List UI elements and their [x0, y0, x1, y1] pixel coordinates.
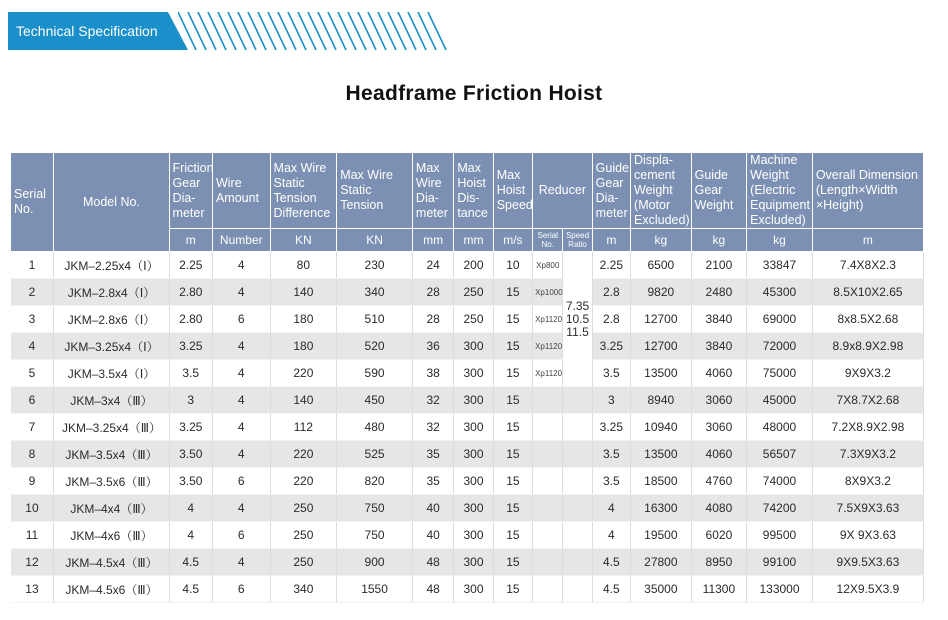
cell-wire-amount: 6	[212, 576, 270, 603]
cell-machine-weight: 45000	[747, 387, 813, 414]
cell-model: JKM–3.5x4（Ⅰ）	[54, 360, 169, 387]
cell-wire-dia: 35	[412, 441, 453, 468]
cell-reducer-serial	[533, 441, 563, 468]
cell-guide-gear-dia: 2.25	[592, 252, 630, 279]
table-row	[11, 414, 924, 441]
cell-model: JKM–4x4（Ⅲ）	[54, 495, 169, 522]
cell-overall: 8x8.5X2.68	[812, 306, 923, 333]
cell-hoist-speed: 10	[493, 252, 532, 279]
col-max-hoist-dist: Max Hoist Dis- tance	[454, 153, 493, 229]
cell-max-static: 750	[337, 522, 413, 549]
cell-hoist-dist: 300	[454, 522, 493, 549]
cell-friction-gear: 2.80	[169, 279, 212, 306]
cell-reducer-serial: Xp1000	[533, 279, 563, 306]
table-row	[11, 333, 924, 360]
cell-wire-amount: 6	[212, 306, 270, 333]
cell-machine-weight: 45300	[747, 279, 813, 306]
speed-ratio-value: 10.5	[565, 311, 590, 326]
cell-model: JKM–4.5x6（Ⅲ）	[54, 576, 169, 603]
cell-machine-weight: 99100	[747, 549, 813, 576]
cell-overall: 9X9X3.2	[812, 360, 923, 387]
cell-guide-gear-dia: 4.5	[592, 576, 630, 603]
cell-hoist-dist: 300	[454, 333, 493, 360]
cell-model: JKM–3.25x4（Ⅲ）	[54, 414, 169, 441]
cell-speed-ratio-empty	[563, 495, 592, 522]
cell-speed-ratio-empty	[563, 468, 592, 495]
cell-guide-gear-weight: 3060	[691, 387, 747, 414]
cell-friction-gear: 2.80	[169, 306, 212, 333]
cell-speed-ratio	[563, 252, 592, 387]
table-row	[11, 306, 924, 333]
cell-overall: 7.4X8X2.3	[812, 252, 923, 279]
cell-model: JKM–3.5x4（Ⅲ）	[54, 441, 169, 468]
cell-wire-amount: 4	[212, 441, 270, 468]
cell-displacement: 6500	[631, 252, 692, 279]
cell-max-diff: 220	[270, 468, 337, 495]
header-row	[11, 153, 924, 229]
banner-label: Technical Specification	[16, 23, 158, 39]
col-serial: Serial No.	[11, 153, 54, 252]
cell-guide-gear-weight: 6020	[691, 522, 747, 549]
cell-wire-dia: 24	[412, 252, 453, 279]
cell-serial: 10	[11, 495, 54, 522]
cell-max-static: 340	[337, 279, 413, 306]
cell-serial: 2	[11, 279, 54, 306]
cell-hoist-speed: 15	[493, 279, 532, 306]
unit-max-diff: KN	[270, 229, 337, 252]
cell-overall: 8.5X10X2.65	[812, 279, 923, 306]
cell-reducer-serial	[533, 495, 563, 522]
cell-friction-gear: 4	[169, 495, 212, 522]
cell-hoist-dist: 300	[454, 576, 493, 603]
cell-serial: 13	[11, 576, 54, 603]
cell-speed-ratio-empty	[563, 549, 592, 576]
cell-wire-dia: 48	[412, 549, 453, 576]
col-friction-gear: Friction Gear Dia- meter	[169, 153, 212, 229]
cell-guide-gear-weight: 4080	[691, 495, 747, 522]
cell-guide-gear-weight: 2100	[691, 252, 747, 279]
speed-ratio-value: 7.35	[565, 298, 590, 313]
banner-stripes	[178, 12, 458, 50]
cell-wire-dia: 28	[412, 279, 453, 306]
cell-hoist-dist: 250	[454, 306, 493, 333]
cell-overall: 12X9.5X3.9	[812, 576, 923, 603]
cell-max-static: 750	[337, 495, 413, 522]
cell-hoist-speed: 15	[493, 414, 532, 441]
cell-wire-amount: 6	[212, 468, 270, 495]
cell-hoist-dist: 200	[454, 252, 493, 279]
cell-reducer-serial: Xp1120	[533, 306, 563, 333]
page-title: Headframe Friction Hoist	[345, 82, 603, 105]
cell-displacement: 9820	[631, 279, 692, 306]
cell-reducer-serial	[533, 468, 563, 495]
unit-reducer-serial: Serial No.	[533, 229, 563, 252]
table-row	[11, 522, 924, 549]
table-row	[11, 441, 924, 468]
cell-wire-dia: 35	[412, 468, 453, 495]
speed-ratio-value: 11.5	[566, 324, 589, 339]
col-wire-amount: Wire Amount	[212, 153, 270, 229]
col-max-diff: Max Wire Static Tension Difference	[270, 153, 337, 229]
cell-serial: 7	[11, 414, 54, 441]
cell-reducer-serial: Xp1120	[533, 360, 563, 387]
table-row	[11, 495, 924, 522]
cell-wire-dia: 38	[412, 360, 453, 387]
cell-hoist-speed: 15	[493, 549, 532, 576]
table-row	[11, 387, 924, 414]
cell-machine-weight: 133000	[747, 576, 813, 603]
cell-model: JKM–2.8x4（Ⅰ）	[54, 279, 169, 306]
cell-max-static: 1550	[337, 576, 413, 603]
cell-serial: 1	[11, 252, 54, 279]
cell-speed-ratio-empty	[563, 441, 592, 468]
cell-hoist-dist: 300	[454, 495, 493, 522]
cell-hoist-speed: 15	[493, 333, 532, 360]
cell-model: JKM–4x6（Ⅲ）	[54, 522, 169, 549]
cell-machine-weight: 48000	[747, 414, 813, 441]
cell-max-diff: 180	[270, 306, 337, 333]
cell-machine-weight: 74200	[747, 495, 813, 522]
cell-displacement: 13500	[631, 360, 692, 387]
cell-overall: 7.5X9X3.63	[812, 495, 923, 522]
table-row	[11, 468, 924, 495]
cell-hoist-dist: 300	[454, 414, 493, 441]
cell-max-static: 480	[337, 414, 413, 441]
cell-wire-dia: 48	[412, 576, 453, 603]
cell-guide-gear-weight: 3840	[691, 333, 747, 360]
unit-guide-gear-weight: kg	[691, 229, 747, 252]
cell-reducer-serial	[533, 549, 563, 576]
cell-hoist-speed: 15	[493, 576, 532, 603]
cell-overall: 7.2X8.9X2.98	[812, 414, 923, 441]
col-reducer: Reducer	[533, 153, 593, 229]
cell-max-static: 525	[337, 441, 413, 468]
cell-guide-gear-dia: 4	[592, 495, 630, 522]
cell-machine-weight: 72000	[747, 333, 813, 360]
cell-reducer-serial: Xp1120	[533, 333, 563, 360]
cell-speed-ratio-empty	[563, 576, 592, 603]
cell-machine-weight: 99500	[747, 522, 813, 549]
cell-displacement: 10940	[631, 414, 692, 441]
unit-overall: m	[812, 229, 923, 252]
cell-serial: 5	[11, 360, 54, 387]
cell-hoist-speed: 15	[493, 306, 532, 333]
unit-friction-gear: m	[169, 229, 212, 252]
cell-max-static: 520	[337, 333, 413, 360]
cell-guide-gear-dia: 2.8	[592, 306, 630, 333]
cell-guide-gear-weight: 4760	[691, 468, 747, 495]
cell-model: JKM–2.25x4（Ⅰ）	[54, 252, 169, 279]
cell-displacement: 19500	[631, 522, 692, 549]
cell-overall: 9X 9X3.63	[812, 522, 923, 549]
cell-serial: 4	[11, 333, 54, 360]
cell-wire-amount: 4	[212, 387, 270, 414]
cell-serial: 12	[11, 549, 54, 576]
cell-model: JKM–4.5x4（Ⅲ）	[54, 549, 169, 576]
cell-overall: 7X8.7X2.68	[812, 387, 923, 414]
cell-max-diff: 250	[270, 495, 337, 522]
cell-model: JKM–3x4（Ⅲ）	[54, 387, 169, 414]
cell-speed-ratio-empty	[563, 522, 592, 549]
cell-wire-dia: 28	[412, 306, 453, 333]
cell-guide-gear-dia: 3.25	[592, 333, 630, 360]
cell-guide-gear-dia: 3.5	[592, 468, 630, 495]
cell-max-diff: 80	[270, 252, 337, 279]
cell-reducer-serial	[533, 387, 563, 414]
section-banner	[8, 12, 188, 50]
cell-hoist-speed: 15	[493, 495, 532, 522]
cell-model: JKM–3.5x6（Ⅲ）	[54, 468, 169, 495]
cell-guide-gear-dia: 4	[592, 522, 630, 549]
cell-overall: 8X9X3.2	[812, 468, 923, 495]
cell-wire-amount: 4	[212, 360, 270, 387]
cell-wire-amount: 4	[212, 414, 270, 441]
cell-speed-ratio-empty	[563, 414, 592, 441]
cell-friction-gear: 3.25	[169, 414, 212, 441]
cell-speed-ratio-empty	[563, 387, 592, 414]
cell-hoist-speed: 15	[493, 360, 532, 387]
cell-serial: 3	[11, 306, 54, 333]
cell-max-static: 900	[337, 549, 413, 576]
cell-displacement: 13500	[631, 441, 692, 468]
cell-max-static: 820	[337, 468, 413, 495]
cell-friction-gear: 3	[169, 387, 212, 414]
col-max-static: Max Wire Static Tension	[337, 153, 413, 229]
cell-displacement: 27800	[631, 549, 692, 576]
cell-guide-gear-dia: 3.5	[592, 360, 630, 387]
cell-friction-gear: 4	[169, 522, 212, 549]
unit-reducer-ratio: Speed Ratio	[563, 229, 592, 252]
cell-hoist-dist: 300	[454, 360, 493, 387]
cell-displacement: 35000	[631, 576, 692, 603]
cell-guide-gear-weight: 4060	[691, 360, 747, 387]
cell-max-diff: 112	[270, 414, 337, 441]
cell-serial: 9	[11, 468, 54, 495]
cell-reducer-serial	[533, 414, 563, 441]
unit-wire-amount: Number	[212, 229, 270, 252]
cell-serial: 11	[11, 522, 54, 549]
cell-wire-amount: 4	[212, 333, 270, 360]
spec-table	[10, 152, 924, 603]
cell-guide-gear-weight: 2480	[691, 279, 747, 306]
cell-reducer-serial	[533, 522, 563, 549]
cell-machine-weight: 33847	[747, 252, 813, 279]
cell-hoist-dist: 250	[454, 279, 493, 306]
cell-machine-weight: 56507	[747, 441, 813, 468]
cell-overall: 9X9.5X3.63	[812, 549, 923, 576]
cell-max-diff: 340	[270, 576, 337, 603]
cell-wire-dia: 32	[412, 414, 453, 441]
col-guide-gear-dia: Guide Gear Dia- meter	[592, 153, 630, 229]
col-max-wire-dia: Max Wire Dia- meter	[412, 153, 453, 229]
cell-friction-gear: 4.5	[169, 549, 212, 576]
cell-displacement: 18500	[631, 468, 692, 495]
unit-max-hoist-speed: m/s	[493, 229, 532, 252]
unit-guide-gear-dia: m	[592, 229, 630, 252]
cell-guide-gear-weight: 3840	[691, 306, 747, 333]
cell-friction-gear: 3.25	[169, 333, 212, 360]
table-row	[11, 279, 924, 306]
cell-guide-gear-dia: 3	[592, 387, 630, 414]
cell-friction-gear: 3.50	[169, 441, 212, 468]
cell-guide-gear-dia: 2.8	[592, 279, 630, 306]
cell-guide-gear-dia: 4.5	[592, 549, 630, 576]
cell-serial: 6	[11, 387, 54, 414]
cell-displacement: 8940	[631, 387, 692, 414]
col-displacement: Displa- cement Weight (Motor Excluded)	[631, 153, 692, 229]
cell-guide-gear-dia: 3.5	[592, 441, 630, 468]
cell-max-diff: 220	[270, 441, 337, 468]
cell-hoist-speed: 15	[493, 468, 532, 495]
unit-machine-weight: kg	[747, 229, 813, 252]
cell-wire-dia: 32	[412, 387, 453, 414]
cell-reducer-serial: Xp800	[533, 252, 563, 279]
cell-wire-dia: 40	[412, 522, 453, 549]
cell-hoist-dist: 300	[454, 549, 493, 576]
table-row	[11, 576, 924, 603]
col-machine-weight: Machine Weight (Electric Equipment Excluded)	[747, 153, 813, 229]
cell-max-diff: 140	[270, 387, 337, 414]
cell-machine-weight: 74000	[747, 468, 813, 495]
cell-model: JKM–3.25x4（Ⅰ）	[54, 333, 169, 360]
cell-friction-gear: 3.5	[169, 360, 212, 387]
col-guide-gear-weight: Guide Gear Weight	[691, 153, 747, 229]
cell-hoist-speed: 15	[493, 441, 532, 468]
cell-max-diff: 180	[270, 333, 337, 360]
cell-guide-gear-dia: 3.25	[592, 414, 630, 441]
cell-hoist-dist: 300	[454, 387, 493, 414]
cell-wire-amount: 4	[212, 495, 270, 522]
cell-wire-dia: 40	[412, 495, 453, 522]
cell-hoist-dist: 300	[454, 441, 493, 468]
table-row	[11, 360, 924, 387]
cell-reducer-serial	[533, 576, 563, 603]
col-max-hoist-speed: Max Hoist Speed	[493, 153, 532, 229]
cell-friction-gear: 2.25	[169, 252, 212, 279]
cell-guide-gear-weight: 3060	[691, 414, 747, 441]
unit-max-wire-dia: mm	[412, 229, 453, 252]
cell-displacement: 16300	[631, 495, 692, 522]
cell-hoist-speed: 15	[493, 387, 532, 414]
spec-body	[11, 252, 924, 603]
cell-hoist-dist: 300	[454, 468, 493, 495]
cell-max-diff: 220	[270, 360, 337, 387]
cell-machine-weight: 69000	[747, 306, 813, 333]
cell-wire-dia: 36	[412, 333, 453, 360]
cell-model: JKM–2.8x6（Ⅰ）	[54, 306, 169, 333]
cell-max-static: 450	[337, 387, 413, 414]
cell-max-diff: 250	[270, 522, 337, 549]
cell-guide-gear-weight: 8950	[691, 549, 747, 576]
cell-overall: 7.3X9X3.2	[812, 441, 923, 468]
col-overall: Overall Dimension (Length×Width ×Height)	[812, 153, 923, 229]
cell-displacement: 12700	[631, 333, 692, 360]
cell-max-diff: 250	[270, 549, 337, 576]
cell-wire-amount: 4	[212, 549, 270, 576]
cell-serial: 8	[11, 441, 54, 468]
cell-wire-amount: 4	[212, 279, 270, 306]
col-model: Model No.	[54, 153, 169, 252]
cell-max-static: 510	[337, 306, 413, 333]
unit-max-static: KN	[337, 229, 413, 252]
cell-overall: 8.9x8.9X2.98	[812, 333, 923, 360]
cell-max-static: 590	[337, 360, 413, 387]
table-row	[11, 549, 924, 576]
cell-friction-gear: 4.5	[169, 576, 212, 603]
cell-guide-gear-weight: 4060	[691, 441, 747, 468]
cell-guide-gear-weight: 11300	[691, 576, 747, 603]
cell-wire-amount: 4	[212, 252, 270, 279]
table-row	[11, 252, 924, 279]
cell-displacement: 12700	[631, 306, 692, 333]
cell-hoist-speed: 15	[493, 522, 532, 549]
unit-displacement: kg	[631, 229, 692, 252]
unit-max-hoist-dist: mm	[454, 229, 493, 252]
cell-wire-amount: 6	[212, 522, 270, 549]
cell-friction-gear: 3.50	[169, 468, 212, 495]
cell-machine-weight: 75000	[747, 360, 813, 387]
cell-max-diff: 140	[270, 279, 337, 306]
cell-max-static: 230	[337, 252, 413, 279]
